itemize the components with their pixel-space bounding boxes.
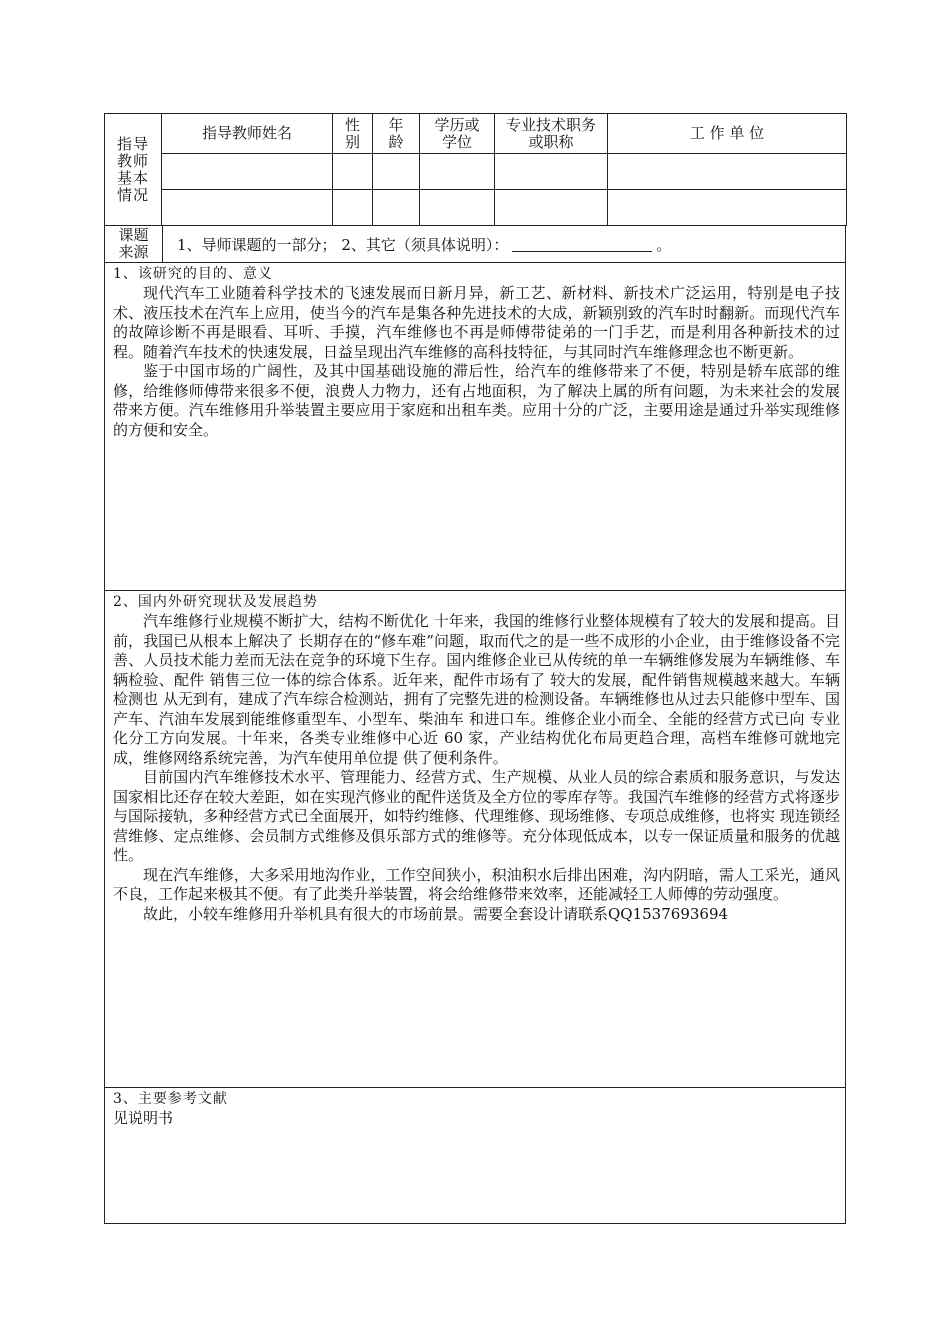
source-label (105, 226, 163, 262)
source-text (163, 226, 671, 262)
section-references (104, 1088, 846, 1224)
header-age-text: 年龄 (388, 115, 404, 151)
references-content: 见说明书 (113, 1109, 174, 1127)
section-purpose-title: 1、该研究的目的、意义 (113, 266, 273, 282)
section-status-title: 2、国内外研究现状及发展趋势 (113, 594, 318, 610)
header-name: 指导教师姓名 (162, 114, 333, 154)
cell-education-2[interactable] (420, 190, 495, 226)
cell-gender-1[interactable] (333, 154, 373, 190)
cell-unit-1[interactable] (608, 154, 847, 190)
cell-age-2[interactable] (373, 190, 420, 226)
teacher-header-row (105, 114, 847, 154)
cell-unit-2[interactable] (608, 190, 847, 226)
section-references-title: 3、主要参考文献 (113, 1091, 228, 1107)
cell-name-2[interactable] (162, 190, 333, 226)
paragraph: 故此，小较车维修用升举机具有很大的市场前景。需要全套设计请联系QQ1537693694 (143, 904, 729, 923)
header-title (495, 114, 608, 154)
paragraph: 鉴于中国市场的广阔性，及其中国基础设施的滞后性，给汽车的维修带来了不便，特别是轿车底部的维修，给维修师傅带来很多不便，浪费人力物力，还有占地面积，为了解决上属的所有问题，为未来社会的发展带来方便。汽车维修用升举装置主要应用于家庭和出租车类。应用十分的广泛，主要用途是通过升举实现维修的方便和安全。 (113, 362, 840, 439)
teacher-entry-row (105, 154, 847, 190)
paragraph: 汽车维修行业规模不断扩大，结构不断优化 十年来，我国的维修行业整体规模有了较大的发展和提高。目前，我国已从根本上解决了 长期存在的“修车难”问题，取而代之的是一些不成形的小企业，由于维修设备不完善、人员技术能力差而无法在竞争的环境下生存。国内维修企业已从传统的单一车辆维修发展为车辆维修、车辆检验、配件 销售三位一体的综合体系。近年来，配件市场有了 较大的发展，配件销售规模越来越大。车辆检测也 从无到有，建成了汽车综合检测站，拥有了完整先进的检测设备。车辆维修也从过去只能修中型车、国产车、汽油车发展到能维修重型车、小型车、柴油车 和进口车。维修企业小而全、全能的经营方式已向 专业化分工方向发展。十年来，各类专业维修中心近 60 家，产业结构优化布局更趋合理，高档车维修可就地完成，维修网络系统完善，为汽车使用单位提 供了便利条件。 (113, 612, 840, 767)
cell-gender-2[interactable] (333, 190, 373, 226)
paragraph: 现在汽车维修，大多采用地沟作业，工作空间狭小，积油积水后排出困难，沟内阴暗，需人工采光，通风不良，工作起来极其不便。有了此类升举装置，将会给维修带来效率，还能减轻工人师傅的劳动强度。 (113, 865, 840, 903)
header-unit: 工 作 单 位 (608, 114, 847, 154)
source-blank-field[interactable] (512, 237, 652, 252)
cell-title-2[interactable] (495, 190, 608, 226)
header-gender-text: 性别 (344, 115, 360, 151)
cell-education-1[interactable] (420, 154, 495, 190)
paragraph: 现代汽车工业随着科学技术的飞速发展而日新月异，新工艺、新材料、新技术广泛运用，特别是电子技术、液压技术在汽车上应用，使当今的汽车是集各种先进技术的大成，新颖别致的汽车时时翻新。而现代汽车的故障诊断不再是眼看、耳听、手摸，汽车维修也不再是师傅带徒弟的一门手艺，而是利用各种新技术的过程。随着汽车技术的快速发展，日益呈现出汽车维修的高科技特征，与其同时汽车维修理念也不断更新。 (113, 284, 840, 361)
cell-name-1[interactable] (162, 154, 333, 190)
source-end-mark: 。 (656, 235, 672, 254)
source-row (104, 226, 846, 263)
teacher-info-table (104, 113, 847, 226)
source-label-text: 课题来源 (118, 226, 149, 261)
teacher-row-label-text: 指导教师基本情况 (116, 134, 149, 204)
paragraph: 目前国内汽车维修技术水平、管理能力、经营方式、生产规模、从业人员的综合素质和服务意识，与发达国家相比还存在较大差距，如在实现汽修业的配件送货及全方位的零库存等。我国汽车维修的经营方式将逐步与国际接轨，多种经营方式已全面展开，如特约维修、代理维修、现场维修、专项总成维修，也将实 现连锁经营维修、定点维修、会员制方式维修及俱乐部方式的维修等。充分体现低成本，以专一保证质量和服务的优越性。 (113, 768, 840, 864)
header-gender (333, 114, 373, 154)
section-purpose (104, 263, 846, 591)
header-education (420, 114, 495, 154)
source-options: 1、导师课题的一部分； 2、其它（须具体说明）： (177, 235, 509, 254)
teacher-entry-row (105, 190, 847, 226)
section-status (104, 591, 846, 1088)
header-title-text: 专业技术职务或职称 (506, 115, 597, 151)
cell-age-1[interactable] (373, 154, 420, 190)
proposal-form (104, 113, 846, 1224)
teacher-row-label (105, 114, 162, 226)
header-age (373, 114, 420, 154)
cell-title-1[interactable] (495, 154, 608, 190)
header-education-text: 学历或学位 (434, 115, 480, 151)
